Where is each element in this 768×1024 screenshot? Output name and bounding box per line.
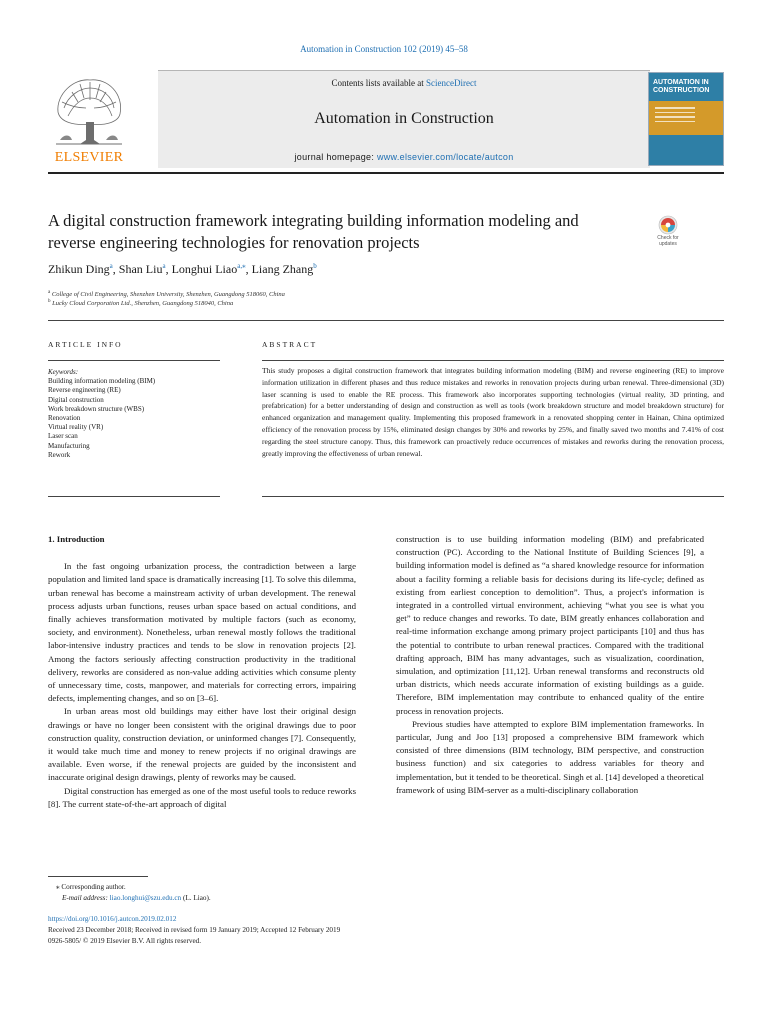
article-info-bottom-divider <box>48 496 220 497</box>
body-column-right <box>396 533 704 797</box>
article-title: A digital construction framework integrating building information modeling and reverse engineering technologies for renovation projects <box>48 211 579 252</box>
keyword-item: Laser scan <box>48 432 78 441</box>
elsevier-wordmark: ELSEVIER <box>54 150 124 165</box>
check-for-updates-badge[interactable] <box>648 214 688 258</box>
journal-masthead <box>48 70 724 168</box>
body-paragraph: construction is to use building information modeling (BIM) and prefabricated construction (PC). According to the National Institute of Building Sciences [9], a building information model is defined as “a shared knowledge resource for information about a facility forming a reliable basis for decisions during its life-cycle; defined as existing from earliest conception to demolition”. Thus, a project's information is integrated in a controlled virtual environment, achieving “what you see is what you get” to reduce changes and reworks. To date, BIM greatly enhances collaboration and real-time information exchange among primary project participants [10] and thus has the potential to contribute to urban renewal practices. Compared with the traditional drafting approach, BIM has many advantages, such as visualization, coordination, simulation, and optimization [11,12]. Urban renewal transforms and reconstructs old urban districts, which needs accurate information of existing buildings as a guide. Therefore, BIM implementation may contribute to enhanced quality of the entire process in renovation projects. <box>396 534 704 716</box>
article-info-divider <box>48 360 220 361</box>
journal-homepage-line: journal homepage: www.elsevier.com/locate/autcon <box>294 152 514 162</box>
author-affiliation-mark: a,⁎ <box>237 262 246 270</box>
received-dates: Received 23 December 2018; Received in revised form 19 January 2019; Accepted 12 February 2019 <box>48 926 341 934</box>
keyword-item: Rework <box>48 450 71 459</box>
body-column-left <box>48 533 356 811</box>
body-paragraph: Previous studies have attempted to explore BIM implementation frameworks. In particular, Jung and Joo [13] proposed a comprehensive BIM framework which consisted of three dimensions (BIM technology, BIM perspective, and construction business function) and six categories to address variables for theory and implementation, but it tended to be theoretical. Singh et al. [14] developed a theoretical framework of using BIM-server as a multi-disciplinary collaboration <box>396 718 704 795</box>
journal-reference-link[interactable]: Automation in Construction 102 (2019) 45–58 <box>300 44 468 54</box>
affiliation-a: $^a$ College of Civil Engineering, Shenzhen University, Shenzhen, Guangdong 518060, China <box>48 290 285 299</box>
body-paragraph: Digital construction has emerged as one of the most useful tools to reduce reworks [8]. The current state-of-the-art approach of digital <box>48 785 356 809</box>
crossmark-icon <box>648 214 688 236</box>
corresponding-author-note: ⁎ Corresponding author. <box>56 883 126 891</box>
keyword-item: Renovation <box>48 414 81 423</box>
elsevier-logo[interactable] <box>48 70 130 168</box>
author-name[interactable]: Shan Liu <box>118 262 163 276</box>
footnote-divider <box>48 876 148 877</box>
contents-lists-line: Contents lists available at ScienceDirect <box>331 78 477 88</box>
masthead-divider <box>48 172 724 174</box>
keywords-label: Keywords: <box>48 368 79 376</box>
abstract-text: This study proposes a digital construction framework that integrates building information modeling (BIM) and reverse engineering (RE) to improve information utilization in different phases and thus reduce mistakes and reworks in renovation projects during urban renewal. Three-dimensional (3D) laser scanning is used to enable the RE process. This framework also incorporates supporting technologies (virtual reality, 3D printing, and prefabrication) for a better understanding of design and construction as well as tools (work breakdown structure and model breakdown structure) for enhanced organization and management quality. Implementing this proposed framework in a renovated shopping center in Hainan, China optimized efficiency of the renovation process by 15%, eliminated design changes by 30% and reworks by 25%, and finally saved two months and 7.41% of cost regarding the steel structure canopy. Thus, this framework can proactively reduce occurrences of mistakes and reworks during the renovation process, greatly improving the effectiveness of urban renewal. <box>262 366 724 458</box>
masthead-center-panel <box>158 70 650 168</box>
crossmark-label: Check for updates <box>657 235 679 247</box>
section-heading: 1. Introduction <box>48 534 105 544</box>
keyword-item: Building information modeling (BIM) <box>48 377 156 386</box>
keyword-item: Digital construction <box>48 395 104 404</box>
doi-link[interactable]: https://doi.org/10.1016/j.autcon.2019.02.012 <box>48 915 177 923</box>
author-affiliation-mark: b <box>313 262 317 270</box>
header-divider <box>48 320 724 321</box>
journal-name: Automation in Construction <box>314 110 494 127</box>
journal-cover-thumbnail[interactable] <box>648 72 724 166</box>
article-info-heading: ARTICLE INFO <box>48 340 123 349</box>
cover-title: AUTOMATION IN CONSTRUCTION <box>653 79 710 94</box>
affiliation-b: $^b$ Lucky Cloud Corporation Ltd., Shenzhen, Guangdong 518040, China <box>48 299 234 308</box>
keyword-item: Virtual reality (VR) <box>48 423 104 432</box>
keyword-item: Manufacturing <box>48 441 90 450</box>
author-affiliation-mark: a <box>162 262 166 270</box>
keyword-item: Work breakdown structure (WBS) <box>48 404 145 413</box>
author-name[interactable]: Longhui Liao <box>171 262 238 276</box>
author-affiliation-mark: a <box>109 262 113 270</box>
body-paragraph: In the fast ongoing urbanization process, the contradiction between a large population and limited land space is dramatically increasing [1]. To solve this dilemma, urban renewal has become a mainstream activity of urban development. The renewal process adjusts urban functions, reuses urban space based on actual conditions, and finally achieves transformation motivated by multiple factors (such as economy, society, and environment). Nonetheless, urban renewal mostly follows the traditional labor-intensive industry practices and tends to be slow in renovation projects [2]. Among the factors seriously affecting construction productivity in the traditional delivery, reworks are considered as non-value adding activities which consume plenty of unnecessary time, costs, manpower, and materials for correcting errors, impairing defects, implementing changes, and so on [3–6]. <box>48 561 357 704</box>
author-list: Zhikun Ding$^a$, Shan Liu$^a$, Longhui Liao$^{a,⁎}$, Liang Zhang$^b$ <box>48 262 317 276</box>
keywords-list <box>48 368 220 460</box>
author-name[interactable]: Liang Zhang <box>251 262 314 276</box>
email-footnote: E-mail address: liao.longhui@szu.edu.cn (L. Liao). <box>62 894 211 902</box>
author-email-link[interactable]: liao.longhui@szu.edu.cn <box>109 894 182 902</box>
author-name[interactable]: Zhikun Ding <box>48 262 110 276</box>
sciencedirect-link[interactable]: ScienceDirect <box>426 78 477 88</box>
body-paragraph: In urban areas most old buildings may either have lost their original design drawings or have no longer been consistent with the original drawings due to poor construction quality, construction deviation, or uninformed changes [7]. Consequently, it would take much time and money to renew projects if no original drawings are available. Even worse, if the renewal projects are guided by the inconsistent and inaccurate original design drawings, plenty of reworks may be caused. <box>48 706 356 783</box>
journal-homepage-link[interactable]: www.elsevier.com/locate/autcon <box>376 152 514 162</box>
elsevier-tree-icon <box>50 72 128 146</box>
abstract-divider <box>262 360 724 361</box>
abstract-bottom-divider <box>262 496 724 497</box>
abstract-heading: ABSTRACT <box>262 340 318 349</box>
keyword-item: Reverse engineering (RE) <box>48 386 121 395</box>
copyright-notice: 0926-5805/ © 2019 Elsevier B.V. All rights reserved. <box>48 937 202 945</box>
